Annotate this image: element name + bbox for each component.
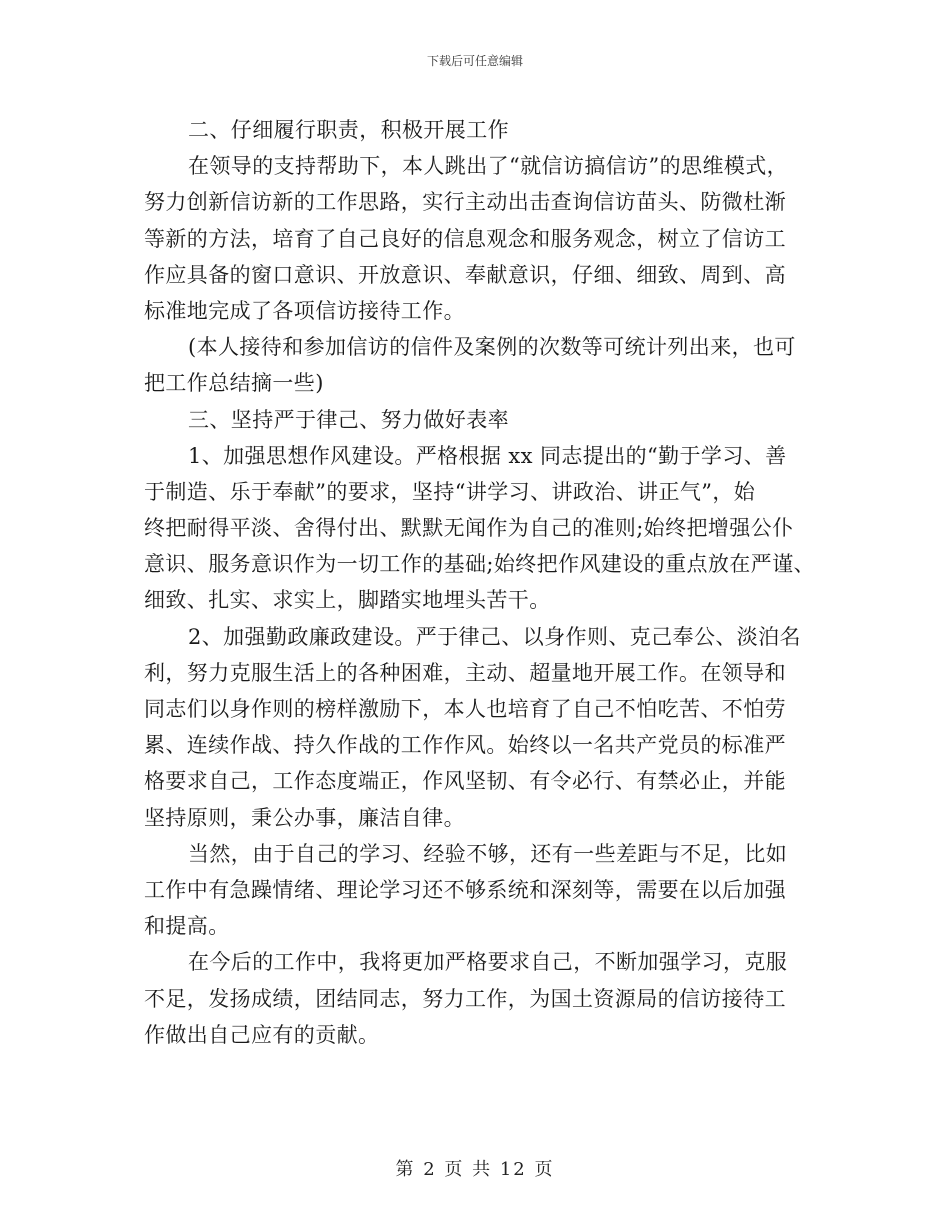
body-line: 于制造、乐于奉献”的要求，坚持“讲学习、讲政治、讲正气”，始 [144,479,756,504]
body-line: 累、连续作战、持久作战的工作作风。始终以一名共产党员的标准严 [144,733,786,758]
body-line: 同志们以身作则的榜样激励下，本人也培育了自己不怕吃苦、不怕劳 [144,697,786,721]
body-line: 1、加强思想作风建设。严格根据 xx 同志提出的“勤于学习、善 [188,443,787,468]
body-line: 在今后的工作中，我将更加严格要求自己，不断加强学习，克服 [188,950,788,975]
document-body [144,112,816,1053]
body-line: 作做出自己应有的贡献。 [144,1022,380,1047]
body-line: 三、坚持严于律己、努力做好表率 [188,407,509,432]
body-line: 等新的方法，培育了自己良好的信息观念和服务观念，树立了信访工 [144,226,786,251]
body-line: 利，努力克服生活上的各种困难，主动、超量地开展工作。在领导和 [144,660,786,685]
body-line: 终把耐得平淡、舍得付出、默默无闻作为自己的准则;始终把增强公仆 [144,516,794,541]
body-line: 当然，由于自己的学习、经验不够，还有一些差距与不足，比如 [188,841,788,866]
body-line: 不足，发扬成绩，团结同志，努力工作，为国土资源局的信访接待工 [144,986,786,1011]
body-line: (本人接待和参加信访的信件及案例的次数等可统计列出来，也可 [188,335,796,360]
body-line: 和提高。 [144,914,230,939]
body-line: 意识、服务意识作为一切工作的基础;始终把作风建设的重点放在严谨、 [144,552,815,577]
body-line: 作应具备的窗口意识、开放意识、奉献意识，仔细、细致、周到、高 [144,262,786,287]
body-line: 努力创新信访新的工作思路，实行主动出击查询信访苗头、防微杜渐 [144,190,786,215]
body-line: 把工作总结摘一些) [144,371,324,396]
body-line: 坚持原则，秉公办事，廉洁自律。 [144,805,465,830]
body-line: 细致、扎实、求实上，脚踏实地埋头苦干。 [144,588,551,613]
page-header: 下载后可任意编辑 [426,54,523,68]
body-line: 在领导的支持帮助下，本人跳出了“就信访搞信访”的思维模式， [188,154,789,179]
body-line: 2、加强勤政廉政建设。严于律己、以身作则、克己奉公、淡泊名 [188,624,801,649]
body-line: 格要求自己，工作态度端正，作风坚韧、有令必行、有禁必止，并能 [144,769,786,794]
body-line: 工作中有急躁情绪、理论学习还不够系统和深刻等，需要在以后加强 [144,877,786,902]
body-line: 标准地完成了各项信访接待工作。 [144,298,465,323]
body-line: 二、仔细履行职责，积极开展工作 [188,118,509,142]
page-footer: 第 2 页 共 12 页 [395,1159,555,1180]
